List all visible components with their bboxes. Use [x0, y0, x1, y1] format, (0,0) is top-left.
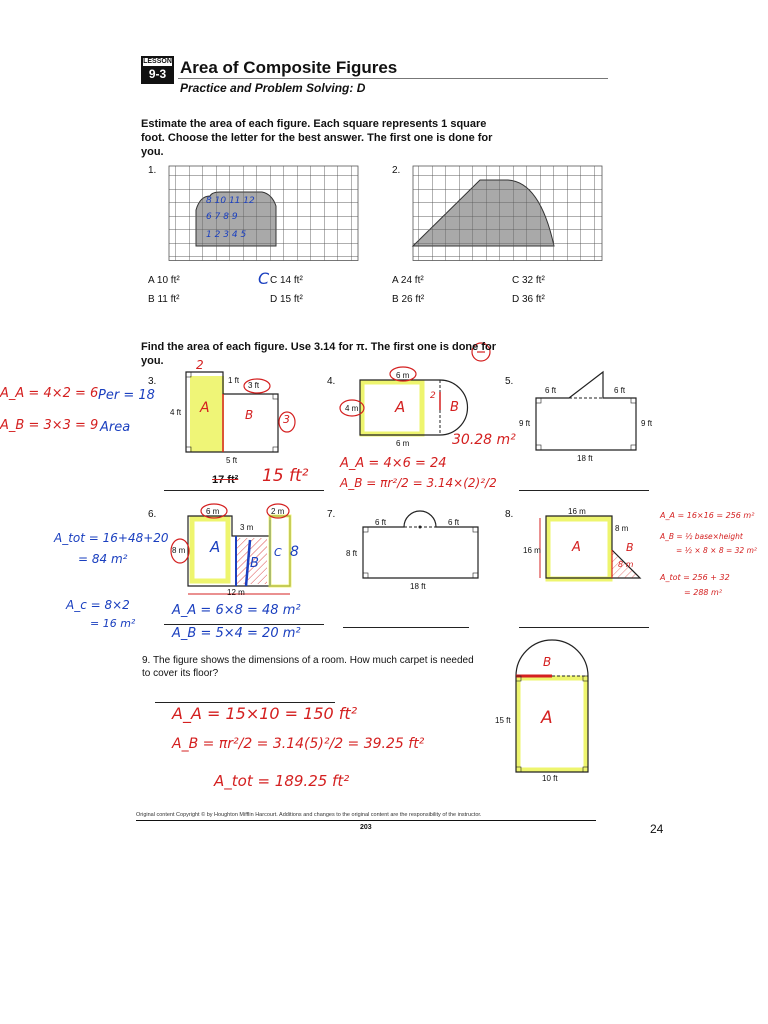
problem7-answer-line[interactable] [343, 627, 469, 628]
problem5-answer-line[interactable] [519, 490, 649, 491]
problem7-dim-left: 8 ft [346, 549, 358, 558]
problem4-label-2: 2 [430, 391, 436, 401]
problem6-number: 6. [148, 509, 157, 520]
problem6-work-b: A_B = 5×4 = 20 m² [172, 626, 301, 641]
problem6-label-8: 8 [290, 544, 299, 560]
problem5-number: 5. [505, 376, 514, 387]
problem8-work-b: A_B = ½ base×height [660, 532, 743, 541]
problem8-label-a: A [572, 540, 581, 555]
problem8-dim-inner: 8 m [618, 560, 634, 569]
problem7-dim-bottom: 18 ft [410, 582, 426, 591]
problem8-dim-right: 8 m [615, 524, 629, 533]
problem6-dim-bottom: 12 m [227, 588, 245, 597]
page-count: 24 [650, 822, 664, 836]
lesson-number: 9-3 [148, 67, 167, 81]
problem6-work-total2: = 84 m² [78, 552, 128, 566]
problem1-count-row1: 8 10 11 12 [206, 196, 255, 206]
problem9-question: The figure shows the dimensions of a room. How much carpet is needed to cover its floor? [142, 655, 474, 679]
problem1-circled-answer: C [258, 269, 270, 288]
problem3-mark: 2 [196, 358, 204, 372]
footer-divider [136, 820, 596, 821]
problem2-choice-b[interactable]: B 26 ft² [392, 294, 425, 305]
problem1-count-row2: 6 7 8 9 [206, 212, 238, 222]
problem3-dim-bottom: 5 ft [226, 456, 238, 465]
problem9-work-b: A_B = πr²/2 = 3.14(5)²/2 = 39.25 ft² [172, 736, 425, 752]
problem5-dim-top-right: 6 ft [614, 386, 626, 395]
page-subtitle: Practice and Problem Solving: D [180, 81, 366, 95]
problem1-count-row3: 1 2 3 4 5 [206, 230, 247, 240]
problem6-figure [171, 504, 290, 594]
problem8-number: 8. [505, 509, 514, 520]
problem1-grid [169, 166, 358, 261]
problem8-work-a: A_A = 16×16 = 256 m² [660, 511, 755, 520]
problem9-work-total: A_tot = 189.25 ft² [214, 772, 350, 790]
page-title: Area of Composite Figures [180, 58, 398, 77]
problem3-work-b: A_B = 3×3 = 9 [0, 418, 99, 433]
problem2-grid [413, 166, 602, 261]
problem8-answer-line[interactable] [519, 627, 649, 628]
problem9-work-a: A_A = 15×10 = 150 ft² [172, 704, 358, 723]
problem9-answer-line[interactable] [155, 702, 335, 703]
problem3-label-3: 3 [283, 413, 290, 426]
problem6-dim-left: 8 m [172, 546, 186, 555]
problem7-number: 7. [327, 509, 336, 520]
page-number: 203 [360, 824, 372, 831]
problem9-figure [516, 640, 588, 772]
problem3-perimeter: Per = 18 [98, 388, 155, 403]
problem4-work-a: A_A = 4×6 = 24 [340, 456, 447, 471]
problem3-dim-top-right: 3 ft [248, 381, 260, 390]
problem1-choice-a[interactable]: A 10 ft² [148, 275, 180, 286]
problem5-dim-left: 9 ft [519, 419, 531, 428]
problem8-work-tot2: = 288 m² [684, 588, 723, 597]
problem3-label-b: B [245, 408, 254, 422]
problem1-choice-c[interactable]: C 14 ft² [270, 275, 303, 286]
problem6-work-a: A_A = 6×8 = 48 m² [172, 603, 301, 618]
problem5-dim-right: 9 ft [641, 419, 653, 428]
problem6-work-total: A_tot = 16+48+20 [54, 531, 169, 545]
problem8-work-tot: A_tot = 256 + 32 [660, 573, 730, 582]
problem9-label-a: A [541, 708, 553, 728]
problem3-label-a: A [200, 400, 210, 416]
problem2-choice-c[interactable]: C 32 ft² [512, 275, 545, 286]
problem3-work-a: A_A = 4×2 = 6 [0, 386, 99, 401]
problem8-label-b: B [626, 541, 634, 554]
problem3-student-answer: 15 ft² [262, 466, 309, 486]
problem9-dim-left: 15 ft [495, 716, 511, 725]
problem4-number: 4. [327, 376, 336, 387]
problem3-dim-left: 4 ft [170, 408, 182, 417]
problem7-dim-top-right: 6 ft [448, 518, 460, 527]
problem4-dim-left: 4 m [345, 404, 359, 413]
section2-instructions: Find the area of each figure. Use 3.14 for π. The first one is done for you. [141, 341, 496, 367]
problem6-dim-inner: 3 m [240, 523, 254, 532]
problem6-dim-top-right: 2 m [271, 507, 285, 516]
problem9-text [142, 654, 482, 680]
problem3-area-label: Area [100, 420, 131, 435]
problem8-dim-left: 16 m [523, 546, 541, 555]
problem6-label-b: B [250, 556, 259, 571]
problem2-choice-d[interactable]: D 36 ft² [512, 294, 545, 305]
problem9-label-b: B [543, 655, 552, 669]
section1-instructions: Estimate the area of each figure. Each square represents 1 square foot. Choose the letter for the best answer. The first one is done for you. [141, 118, 493, 158]
problem4-work-b: A_B = πr²/2 = 3.14×(2)²/2 [340, 476, 497, 490]
problem9-number: 9. [142, 655, 151, 666]
problem6-work-c2: = 16 m² [90, 617, 136, 630]
problem6-work-c: A_c = 8×2 [66, 598, 130, 612]
problem3-answer: 17 ft² [212, 474, 239, 486]
problem8-dim-top: 16 m [568, 507, 586, 516]
problem2-choice-a[interactable]: A 24 ft² [392, 275, 424, 286]
problem3-answer-line [164, 490, 324, 491]
problem6-dim-top-left: 6 m [206, 507, 220, 516]
problem3-dim-top: 1 ft [228, 376, 240, 385]
problem7-dim-top-left: 6 ft [375, 518, 387, 527]
problem8-work-b2: = ½ × 8 × 8 = 32 m² [676, 546, 757, 555]
problem9-dim-bottom: 10 ft [542, 774, 558, 783]
problem4-dim-top: 6 m [396, 371, 410, 380]
problem4-student-answer: 30.28 m² [452, 432, 516, 448]
problem4-dim-bottom: 6 m [396, 439, 410, 448]
problem5-dim-bottom: 18 ft [577, 454, 593, 463]
problem1-choice-b[interactable]: B 11 ft² [148, 294, 180, 305]
problem5-dim-top-left: 6 ft [545, 386, 557, 395]
problem6-label-c: C [274, 546, 282, 559]
problem5-figure [536, 372, 636, 450]
problem1-number: 1. [148, 165, 157, 176]
problem3-number: 3. [148, 376, 157, 387]
problem6-label-a: A [210, 538, 221, 556]
problem1-choice-d[interactable]: D 15 ft² [270, 294, 303, 305]
lesson-word: LESSON [143, 58, 172, 65]
problem6-answer-line[interactable] [164, 624, 324, 625]
problem4-label-a: A [395, 398, 406, 416]
problem4-label-b: B [450, 400, 459, 415]
copyright-notice: Original content Copyright © by Houghton Mifflin Harcourt. Additions and changes to the original content are the responsibility of the instructor. [136, 812, 482, 818]
problem2-number: 2. [392, 165, 401, 176]
